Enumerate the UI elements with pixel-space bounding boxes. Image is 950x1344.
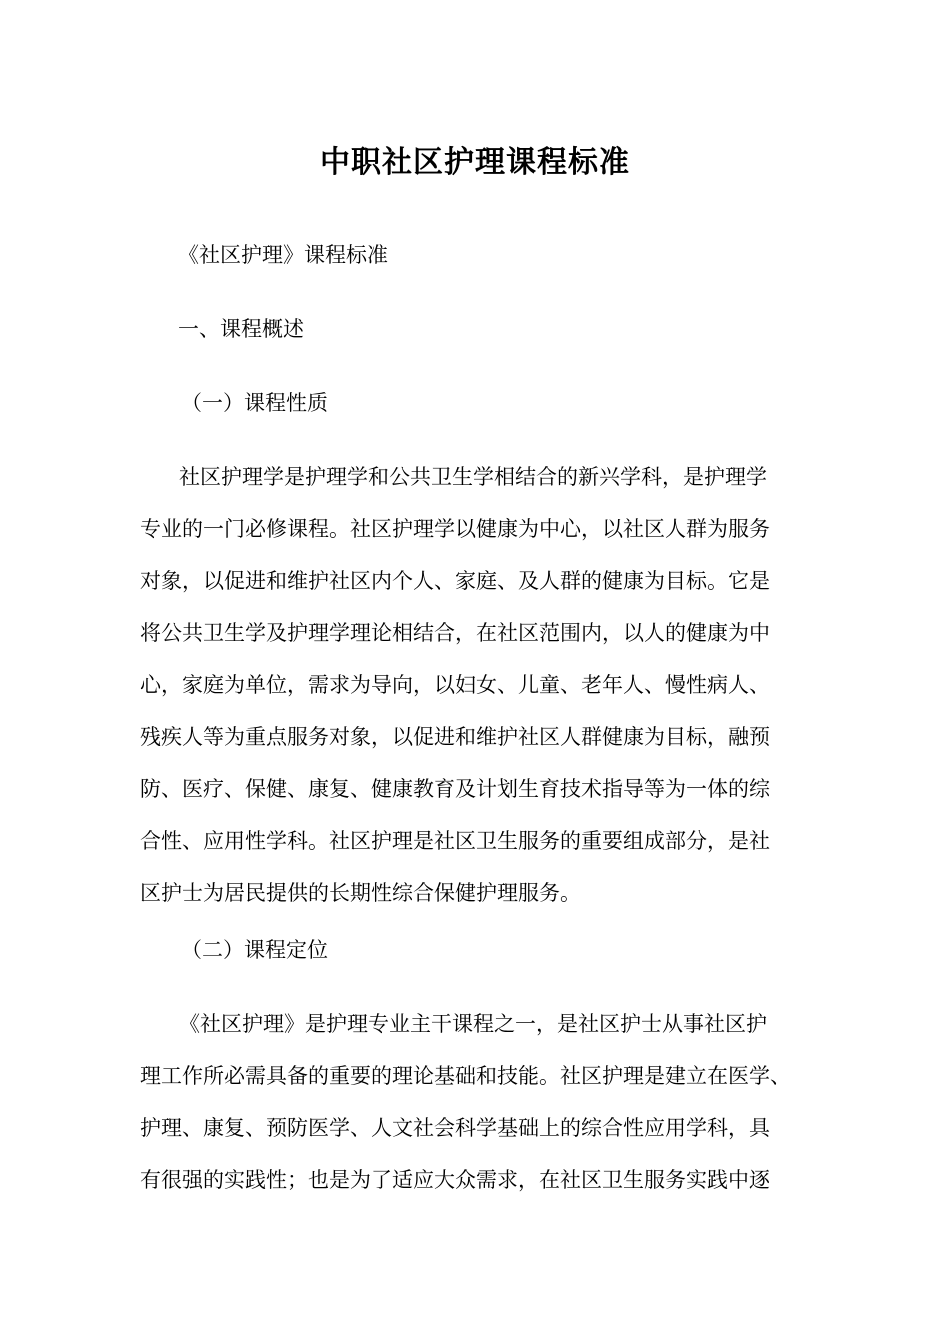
section-heading-overview: 一、课程概述 (178, 317, 304, 341)
paragraph-line: 残疾人等为重点服务对象，以促进和维护社区人群健康为目标，融预 (140, 725, 770, 749)
paragraph-line: 有很强的实践性；也是为了适应大众需求，在社区卫生服务实践中逐 (140, 1168, 770, 1192)
subsection-heading-positioning: （二）课程定位 (181, 938, 328, 962)
paragraph-line: 护理、康复、预防医学、人文社会科学基础上的综合性应用学科，具 (140, 1116, 770, 1140)
subsection-heading-nature: （一）课程性质 (181, 391, 328, 415)
paragraph-course-nature (140, 462, 820, 930)
document-title: 中职社区护理课程标准 (320, 145, 630, 180)
course-heading: 《社区护理》课程标准 (178, 243, 388, 267)
paragraph-line: 区护士为居民提供的长期性综合保健护理服务。 (140, 881, 581, 905)
paragraph-line: 理工作所必需具备的重要的理论基础和技能。社区护理是建立在医学、 (140, 1064, 791, 1088)
paragraph-line: 《社区护理》是护理专业主干课程之一，是社区护士从事社区护 (179, 1012, 767, 1036)
paragraph-line: 防、医疗、保健、康复、健康教育及计划生育技术指导等为一体的综 (140, 777, 770, 801)
paragraph-course-positioning (140, 1009, 820, 1217)
paragraph-line: 社区护理学是护理学和公共卫生学相结合的新兴学科，是护理学 (179, 465, 767, 489)
paragraph-line: 对象，以促进和维护社区内个人、家庭、及人群的健康为目标。它是 (140, 569, 770, 593)
paragraph-line: 合性、应用性学科。社区护理是社区卫生服务的重要组成部分，是社 (140, 829, 770, 853)
paragraph-line: 将公共卫生学及护理学理论相结合，在社区范围内，以人的健康为中 (140, 621, 770, 645)
paragraph-line: 心，家庭为单位，需求为导向，以妇女、儿童、老年人、慢性病人、 (140, 673, 770, 697)
paragraph-line: 专业的一门必修课程。社区护理学以健康为中心，以社区人群为服务 (140, 517, 770, 541)
